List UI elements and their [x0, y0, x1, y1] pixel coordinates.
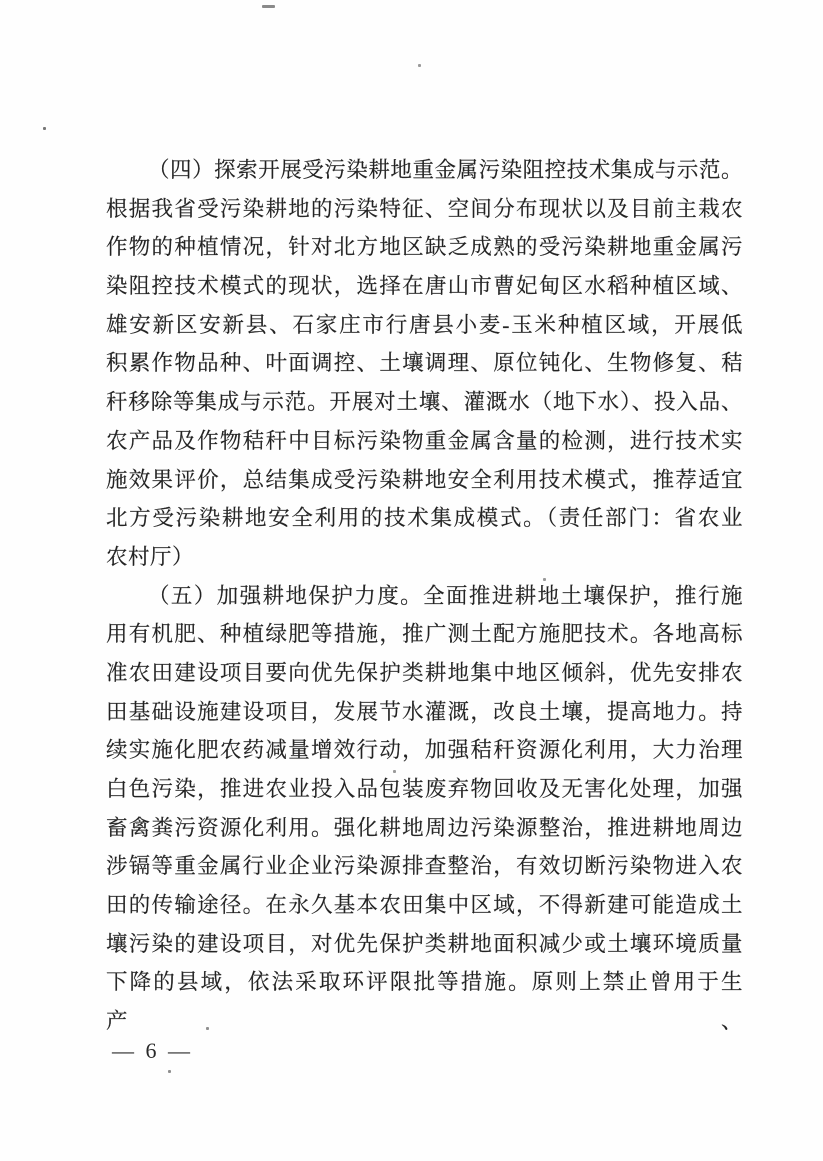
scan-speck: [168, 1070, 171, 1073]
text-line: 白色污染，推进农业投入品包装废弃物回收及无害化处理，加强: [106, 777, 743, 801]
text-line: 田的传输途径。在永久基本农田集中区域，不得新建可能造成土: [106, 893, 743, 918]
text-line: 下降的县域，依法采取环评限批等措施。原则上禁止曾用于生产、: [106, 970, 743, 1034]
text-line: （五）加强耕地保护力度。全面推进耕地土壤保护，推行施: [148, 583, 743, 608]
text-line: （四）探索开展受污染耕地重金属污染阻控技术集成与示范。: [148, 158, 743, 182]
text-line: 涉镉等重金属行业企业污染源排查整治，有效切断污染物进入农: [106, 854, 743, 879]
text-line: 秆移除等集成与示范。开展对土壤、灌溉水（地下水）、投入品、: [106, 390, 743, 415]
paragraph-section-5: [106, 577, 743, 1034]
scan-speck: [418, 64, 421, 67]
paragraph-section-4: [106, 151, 743, 577]
text-line: 作物的种植情况，针对北方地区缺乏成熟的受污染耕地重金属污: [106, 235, 743, 260]
text-line: 农产品及作物秸秆中目标污染物重金属含量的检测，进行技术实: [106, 428, 743, 453]
scan-speck: [43, 127, 46, 130]
text-line: 农村厅）: [106, 544, 195, 569]
text-line: 积累作物品种、叶面调控、土壤调理、原位钝化、生物修复、秸: [106, 351, 743, 376]
text-line: 准农田建设项目要向优先保护类耕地集中地区倾斜，优先安排农: [106, 660, 743, 685]
text-line: 用有机肥、种植绿肥等措施，推广测土配方施肥技术。各地高标: [106, 622, 743, 647]
text-line: 壤污染的建设项目，对优先保护类耕地面积减少或土壤环境质量: [106, 931, 743, 956]
text-line: 染阻控技术模式的现状，选择在唐山市曹妃甸区水稻种植区域、: [106, 274, 743, 299]
text-line: 施效果评价，总结集成受污染耕地安全利用技术模式，推荐适宜: [106, 467, 743, 492]
document-body: [106, 151, 743, 1034]
page-number: — 6 —: [112, 1038, 193, 1063]
scan-artifact-mark: [262, 5, 275, 8]
text-line: 田基础设施建设项目，发展节水灌溉，改良土壤，提高地力。持: [106, 699, 743, 724]
text-line: 续实施化肥农药减量增效行动，加强秸秆资源化利用，大力治理: [106, 738, 743, 763]
text-line: 根据我省受污染耕地的污染特征、空间分布现状以及目前主栽农: [106, 196, 743, 221]
text-line: 雄安新区安新县、石家庄市行唐县小麦-玉米种植区域，开展低: [106, 312, 743, 337]
text-line: 北方受污染耕地安全利用的技术集成模式。（责任部门：省农业: [106, 506, 743, 531]
text-line: 畜禽粪污资源化利用。强化耕地周边污染源整治，推进耕地周边: [106, 815, 743, 840]
